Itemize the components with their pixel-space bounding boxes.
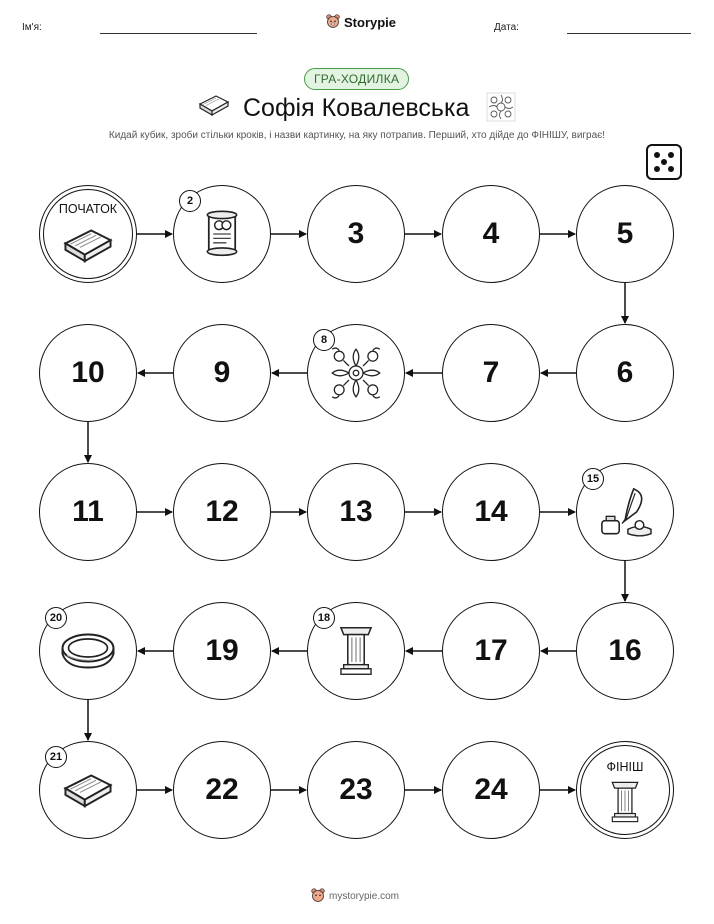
date-label: Дата: bbox=[494, 22, 519, 33]
cell-number: 22 bbox=[205, 773, 239, 806]
cell-number: 13 bbox=[339, 495, 373, 528]
cell-inner-ring bbox=[580, 745, 670, 835]
ring-icon bbox=[58, 629, 118, 673]
cell-number: 5 bbox=[616, 217, 634, 250]
board-cell-24 bbox=[442, 741, 540, 839]
scroll-icon bbox=[200, 209, 244, 259]
cell-number: 24 bbox=[474, 773, 508, 806]
start-label: ПОЧАТОК bbox=[58, 202, 118, 216]
page-title: Софія Ковалевська bbox=[243, 94, 470, 122]
board-cell-1 bbox=[39, 185, 137, 283]
cell-number-badge: 2 bbox=[179, 190, 201, 212]
quill-inkwell-icon bbox=[596, 486, 654, 538]
book-icon bbox=[59, 768, 117, 812]
board-cell-5 bbox=[576, 185, 674, 283]
cell-number-badge: 15 bbox=[582, 468, 604, 490]
board-cell-11 bbox=[39, 463, 137, 561]
footer-site: mystorypie.com bbox=[329, 890, 400, 902]
brand-name: Storypie bbox=[344, 14, 397, 30]
cell-number: 16 bbox=[608, 634, 642, 667]
board-cell-14 bbox=[442, 463, 540, 561]
cell-number: 10 bbox=[71, 356, 105, 389]
board-cell-18 bbox=[307, 602, 405, 700]
board-cell-16 bbox=[576, 602, 674, 700]
board-cell-2 bbox=[173, 185, 271, 283]
pedestal-icon bbox=[338, 625, 374, 677]
board-cell-3 bbox=[307, 185, 405, 283]
game-type-badge: ГРА-ХОДИЛКА bbox=[304, 68, 409, 90]
bear-icon bbox=[311, 888, 325, 904]
cell-number-badge: 8 bbox=[313, 329, 335, 351]
game-instructions: Кидай кубик, зроби стільки кроків, і назви картинку, на яку потрапив. Перший, хто дійде до ФІНІШУ, виграє! bbox=[108, 130, 606, 141]
cell-number-badge: 21 bbox=[45, 746, 67, 768]
footer bbox=[311, 888, 399, 904]
board-cell-10 bbox=[39, 324, 137, 422]
cell-number: 19 bbox=[205, 634, 239, 667]
cell-number: 23 bbox=[339, 773, 373, 806]
cell-number: 17 bbox=[474, 634, 508, 667]
board-cell-9 bbox=[173, 324, 271, 422]
cell-number-badge: 20 bbox=[45, 607, 67, 629]
board-cell-12 bbox=[173, 463, 271, 561]
cell-number: 14 bbox=[474, 495, 508, 528]
board-cell-4 bbox=[442, 185, 540, 283]
cell-number: 9 bbox=[213, 356, 231, 389]
cell-number: 3 bbox=[347, 217, 365, 250]
cell-number: 4 bbox=[482, 217, 500, 250]
board-cell-13 bbox=[307, 463, 405, 561]
floral-pattern-icon bbox=[328, 345, 384, 401]
board-cell-20 bbox=[39, 602, 137, 700]
cell-number: 11 bbox=[72, 495, 104, 528]
board-cell-17 bbox=[442, 602, 540, 700]
board-cell-7 bbox=[442, 324, 540, 422]
finish-label: ФІНІШ bbox=[606, 760, 644, 774]
board-cell-19 bbox=[173, 602, 271, 700]
board-cell-22 bbox=[173, 741, 271, 839]
board-cell-6 bbox=[576, 324, 674, 422]
board-cell-8 bbox=[307, 324, 405, 422]
board-cell-15 bbox=[576, 463, 674, 561]
board-cell-23 bbox=[307, 741, 405, 839]
cell-number-badge: 18 bbox=[313, 607, 335, 629]
cell-number: 12 bbox=[205, 495, 239, 528]
cell-number: 6 bbox=[616, 356, 634, 389]
board-cell-25 bbox=[576, 741, 674, 839]
cell-number: 7 bbox=[482, 356, 500, 389]
name-label: Ім'я: bbox=[22, 22, 42, 33]
board-cell-21 bbox=[39, 741, 137, 839]
